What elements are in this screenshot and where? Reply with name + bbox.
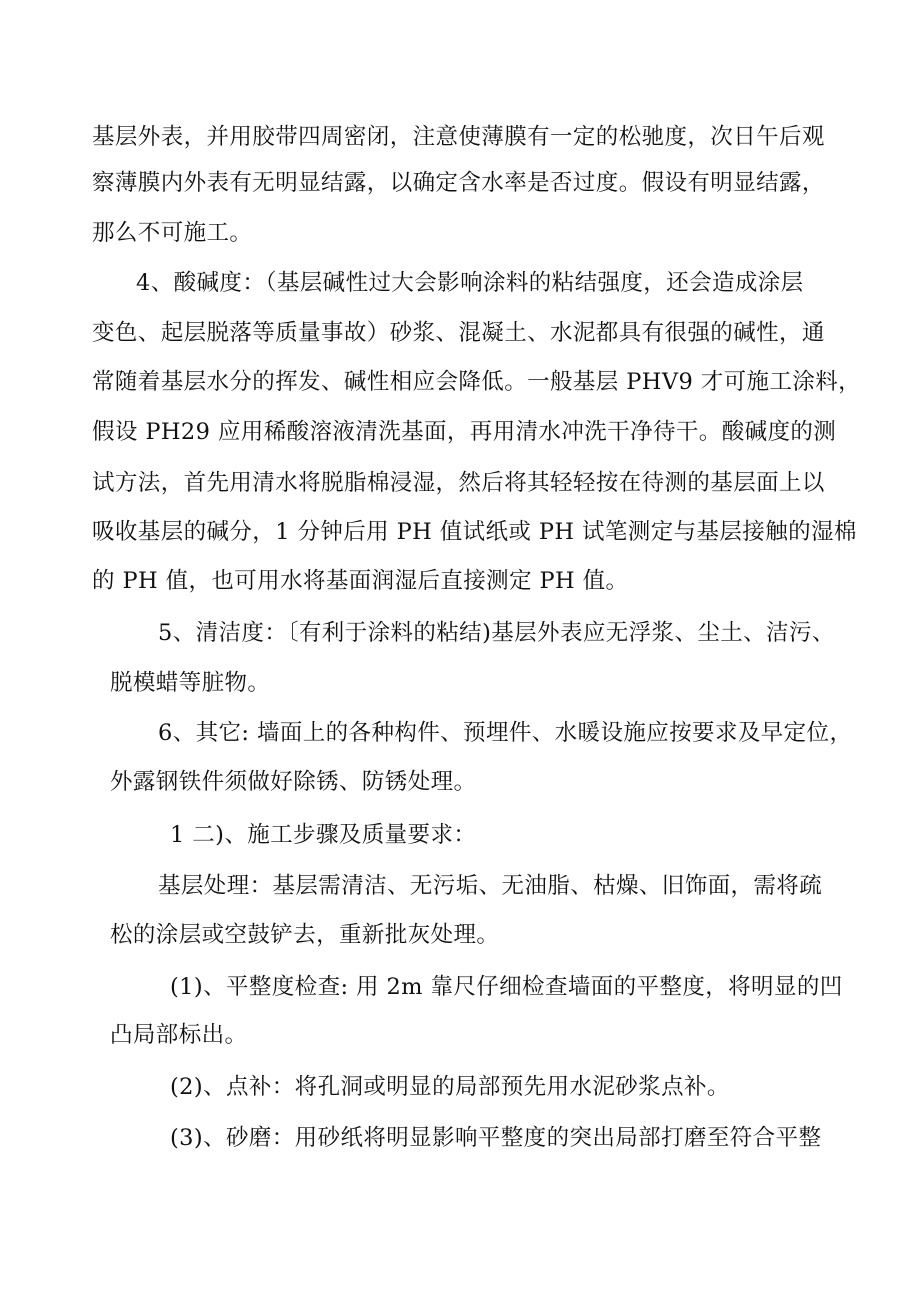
text-line: (1)、平整度检查: 用 2m 靠尺仔细检查墙面的平整度，将明显的凹 bbox=[170, 974, 843, 1000]
text-line: 基层处理：基层需清洁、无污垢、无油脂、枯燥、旧饰面，需将疏 bbox=[158, 873, 823, 899]
text-line: 试方法，首先用清水将脱脂棉浸湿，然后将其轻轻按在待测的基层面上以 bbox=[92, 470, 825, 496]
text-line: 吸收基层的碱分，1 分钟后用 PH 值试纸或 PH 试笔测定与基层接触的湿棉 bbox=[92, 519, 857, 545]
text-line: (2)、点补：将孔洞或明显的局部预先用水泥砂浆点补。 bbox=[170, 1074, 730, 1100]
text-line: 5、清洁度：〔有利于涂料的粘结)基层外表应无浮浆、尘土、洁污、 bbox=[158, 620, 835, 646]
text-line: 6、其它: 墙面上的各种构件、预埋件、水暖设施应按要求及早定位， bbox=[158, 720, 853, 746]
text-line: 察薄膜内外表有无明显结露，以确定含水率是否过度。假设有明显结露， bbox=[92, 170, 825, 196]
text-line: 凸局部标出。 bbox=[110, 1022, 248, 1048]
text-line: 假设 PH29 应用稀酸溶液清洗基面，再用清水冲洗干净待干。酸碱度的测 bbox=[92, 419, 837, 445]
section-heading: 1 二)、施工步骤及质量要求： bbox=[170, 822, 477, 848]
text-line: 基层外表，并用胶带四周密闭，注意使薄膜有一定的松驰度，次日午后观 bbox=[92, 124, 825, 150]
text-line: 的 PH 值，也可用水将基面润湿后直接测定 PH 值。 bbox=[92, 568, 629, 594]
text-line: 脱模蜡等脏物。 bbox=[110, 670, 271, 696]
text-line: 那么不可施工。 bbox=[92, 220, 253, 246]
text-line: 松的涂层或空鼓铲去，重新批灰处理。 bbox=[110, 922, 500, 948]
text-line: 外露钢铁件须做好除锈、防锈处理。 bbox=[110, 769, 477, 795]
text-line: 变色、起层脱落等质量事故）砂浆、混凝土、水泥都具有很强的碱性，通 bbox=[92, 320, 825, 346]
text-line: (3)、砂磨：用砂纸将明显影响平整度的突出局部打磨至符合平整 bbox=[170, 1125, 822, 1151]
text-line: 4、酸碱度：（基层碱性过大会影响涂料的粘结强度，还会造成涂层 bbox=[136, 270, 804, 296]
text-line: 常随着基层水分的挥发、碱性相应会降低。一般基层 PHV9 才可施工涂料， bbox=[92, 369, 862, 395]
